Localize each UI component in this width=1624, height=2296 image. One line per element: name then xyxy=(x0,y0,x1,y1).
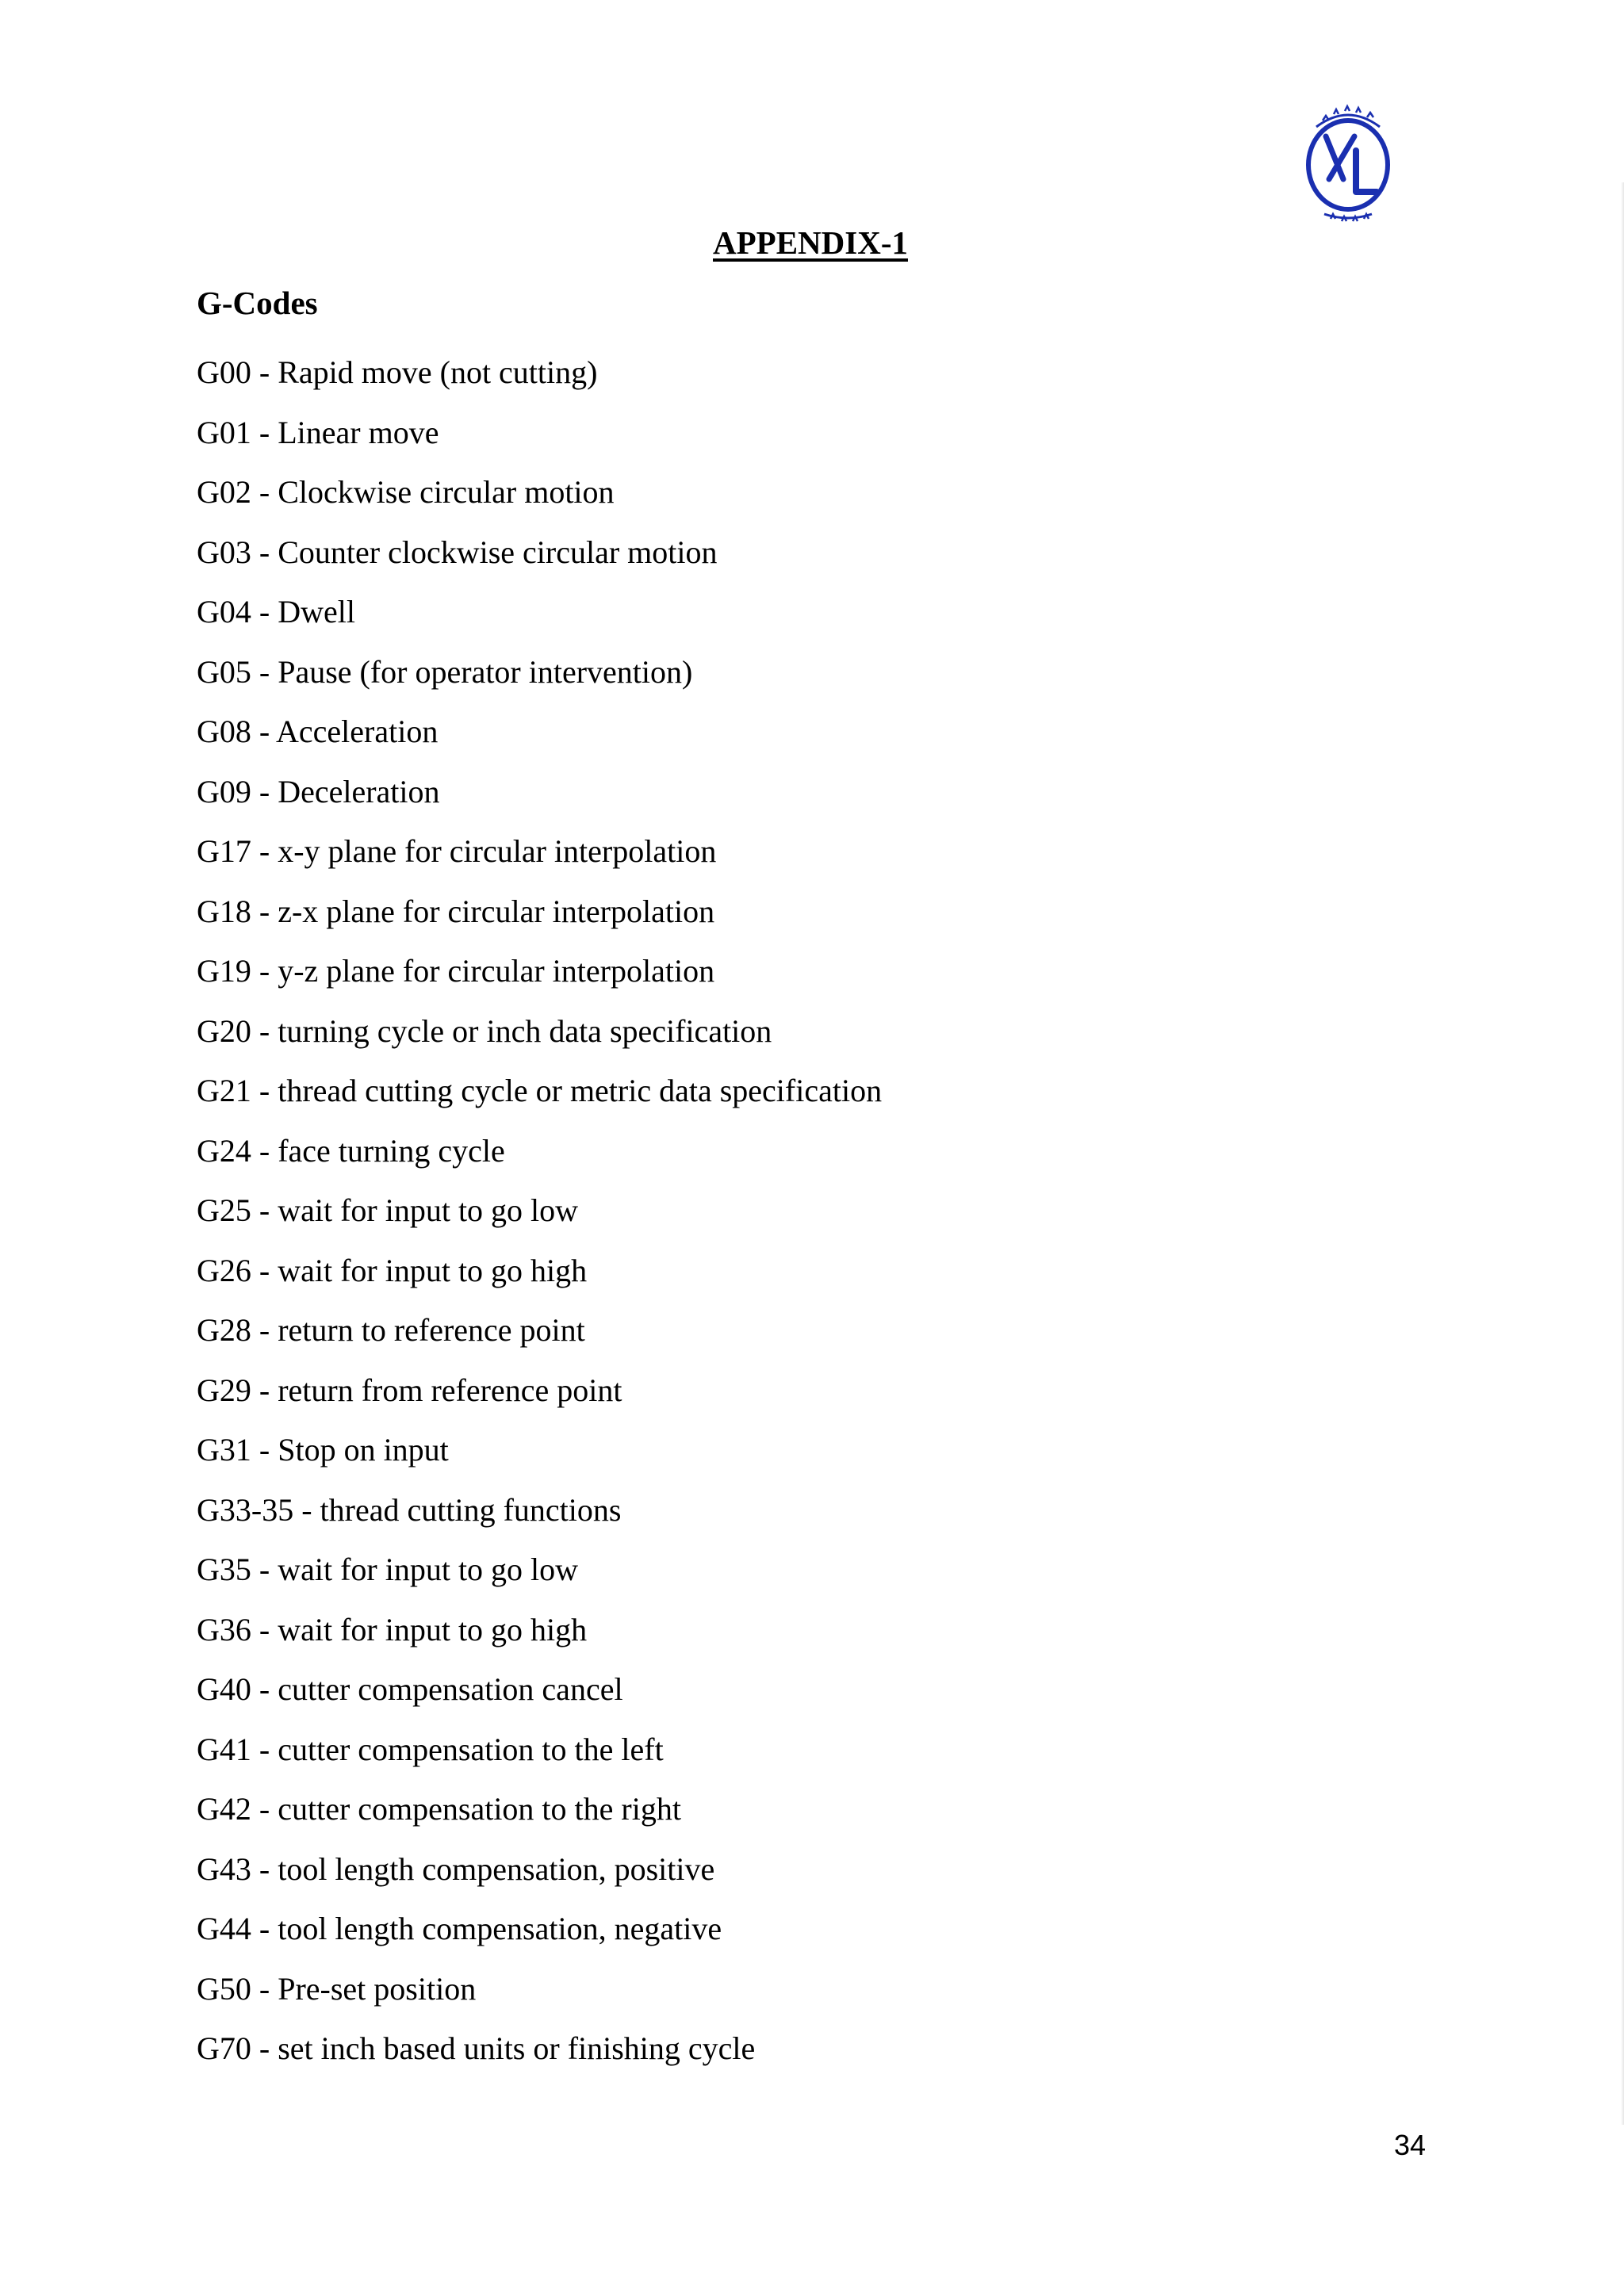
g-code-list xyxy=(197,342,882,2079)
list-item: G26 - wait for input to go high xyxy=(197,1252,588,1288)
list-item: G03 - Counter clockwise circular motion xyxy=(197,534,718,570)
appendix-title-text: APPENDIX-1 xyxy=(713,224,908,261)
list-item: G31 - Stop on input xyxy=(197,1432,449,1468)
list-item: G33-35 - thread cutting functions xyxy=(197,1491,622,1528)
list-item: G43 - tool length compensation, positive xyxy=(197,1850,715,1887)
page-edge-shadow xyxy=(1621,182,1624,2125)
list-item: G08 - Acceleration xyxy=(197,714,439,749)
list-item: G25 - wait for input to go low xyxy=(197,1192,579,1228)
page-number: 34 xyxy=(1393,2129,1426,2161)
list-item: G05 - Pause (for operator intervention) xyxy=(197,653,693,690)
list-item: G24 - face turning cycle xyxy=(197,1132,505,1169)
list-item: G42 - cutter compensation to the right xyxy=(197,1791,681,1827)
list-item: G18 - z-x plane for circular interpolation xyxy=(197,893,715,929)
section-heading: G-Codes xyxy=(197,285,318,321)
list-item: G40 - cutter compensation cancel xyxy=(197,1671,623,1707)
list-item: G44 - tool length compensation, negative xyxy=(197,1911,722,1946)
list-item: G70 - set inch based units or finishing cycle xyxy=(197,2030,756,2066)
list-item: G21 - thread cutting cycle or metric data specification xyxy=(197,1073,883,1108)
xl-seal-logo-icon xyxy=(1293,103,1404,222)
list-item: G35 - wait for input to go low xyxy=(197,1552,579,1587)
list-item: G01 - Linear move xyxy=(197,414,439,450)
list-item: G20 - turning cycle or inch data specification xyxy=(197,1012,772,1049)
list-item: G09 - Deceleration xyxy=(197,773,440,809)
appendix-title xyxy=(0,224,1624,262)
list-item: G50 - Pre-set position xyxy=(197,1970,477,2007)
list-item: G04 - Dwell xyxy=(197,594,355,629)
list-item: G41 - cutter compensation to the left xyxy=(197,1731,664,1767)
list-item: G00 - Rapid move (not cutting) xyxy=(197,354,598,390)
list-item: G36 - wait for input to go high xyxy=(197,1611,588,1647)
list-item: G17 - x-y plane for circular interpolation xyxy=(197,833,717,869)
list-item: G29 - return from reference point xyxy=(197,1372,622,1408)
list-item: G02 - Clockwise circular motion xyxy=(197,474,615,510)
list-item: G28 - return to reference point xyxy=(197,1312,585,1348)
list-item: G19 - y-z plane for circular interpolation xyxy=(197,953,715,989)
